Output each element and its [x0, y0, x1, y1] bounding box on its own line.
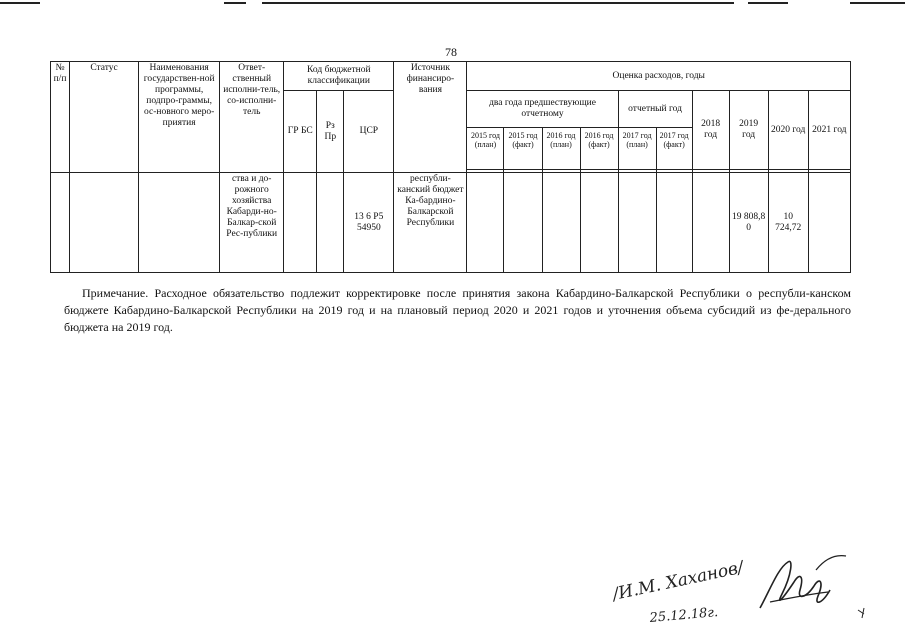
scan-line [224, 2, 246, 4]
header-source: Источник финансиро-вания [394, 62, 467, 173]
header-2017-plan: 2017 год (план) [618, 128, 656, 170]
row-csr: 13 6 Р5 54950 [344, 173, 394, 273]
header-csr: ЦСР [344, 91, 394, 173]
header-estimate: Оценка расходов, годы [467, 62, 851, 91]
header-status: Статус [70, 62, 139, 173]
scan-line [850, 2, 905, 4]
header-grbs: ГР БС [284, 91, 317, 173]
header-two-years-prior: два года предшествующие отчетному [467, 91, 618, 128]
header-rzpr: Рз Пр [317, 91, 344, 173]
header-2016-plan: 2016 год (план) [542, 128, 580, 170]
signature-stroke-icon [816, 556, 846, 570]
row-value-2020: 10 724,72 [768, 173, 808, 273]
header-year-2020: 2020 год [768, 91, 808, 170]
signature-flourish-icon [760, 561, 830, 608]
header-budget-code: Код бюджетной классификации [284, 62, 394, 91]
scan-line [0, 2, 40, 4]
signature-date: 25.12.18г. [649, 605, 719, 626]
scan-line [262, 2, 734, 4]
table-row [51, 173, 851, 273]
header-year-2021: 2021 год [808, 91, 850, 170]
header-year-2018: 2018 год [692, 91, 729, 170]
header-2016-fact: 2016 год (факт) [580, 128, 618, 170]
page-number: 78 [445, 45, 457, 59]
signature-mark-icon [858, 608, 864, 618]
header-num: № п/п [51, 62, 70, 173]
budget-table [50, 61, 851, 273]
row-source: республи-канский бюджет Ка-бардино-Балкарской Республики [394, 173, 467, 273]
header-2015-plan: 2015 год (план) [467, 128, 504, 170]
header-name: Наименования государствен-ной программы, подпро-граммы, ос-новного меро-приятия [139, 62, 220, 173]
signature [610, 550, 900, 630]
row-value-2019: 19 808,8 0 [729, 173, 768, 273]
footnote: Примечание. Расходное обязательство подлежит корректировке после принятия закона Кабардино-Балкарской Республики о республи-канском бюджете Кабардино-Балкарской Республики на 2019 год и на плановый период 2020 и 2021 годов и уточнения объема субсидий из фе-дерального бюджета на 2019 год. [64, 286, 851, 334]
header-year-2019: 2019 год [729, 91, 768, 170]
header-responsible: Ответ-ственный исполни-тель, со-исполни-тель [220, 62, 284, 173]
row-responsible: ства и до-рожного хозяйства Кабарди-но-Балкар-ской Рес-публики [220, 173, 284, 273]
scan-line [748, 2, 788, 4]
header-2015-fact: 2015 год (факт) [504, 128, 542, 170]
signature-name: /И.М. Хаханов/ [610, 557, 746, 605]
header-reporting-year: отчетный год [618, 91, 692, 128]
header-2017-fact: 2017 год (факт) [656, 128, 692, 170]
